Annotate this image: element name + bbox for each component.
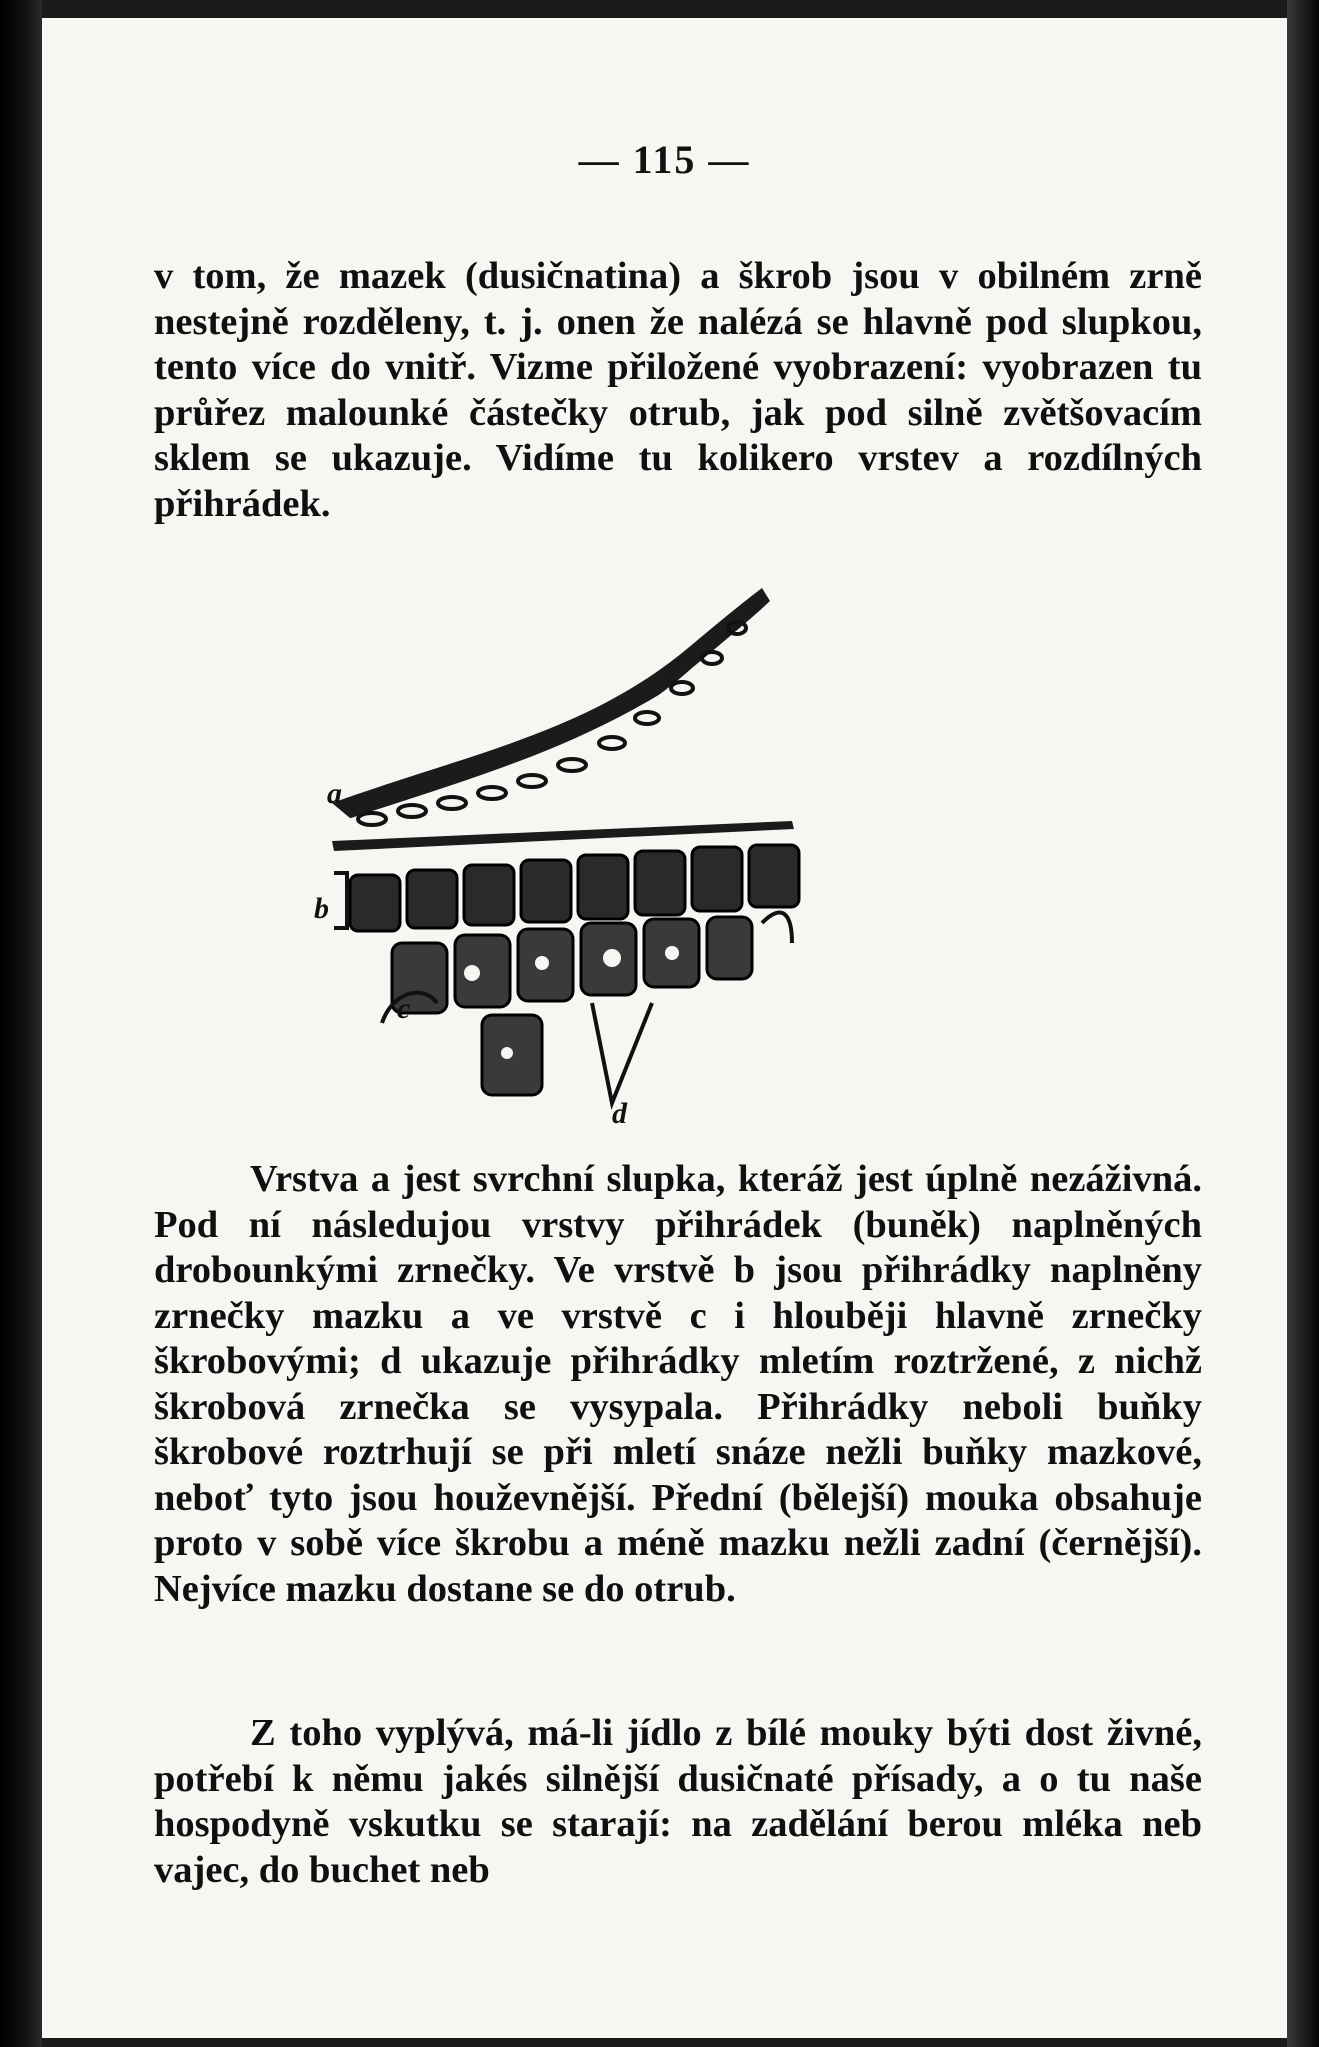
page-right-edge-shadow xyxy=(1287,0,1319,2047)
paragraph-1 xyxy=(154,254,1202,527)
bran-cross-section-figure xyxy=(314,583,1042,1130)
paragraph-1-text: v tom, že mazek (dusičnatina) a škrob jsou v obilném zrně nestejně rozděleny, t. j. onen že nalézá se hlavně pod slupkou, tento více do vnitř. Vizme přiložené vyobrazení: vyobrazen tu průřez malounké částečky otrub, jak pod silně zvětšovacím sklem se ukazuje. Vidíme tu kolikero vrstev a rozdílných přihrádek. xyxy=(154,255,1202,525)
paragraph-3 xyxy=(154,1711,1202,1893)
layer-c-cells xyxy=(392,917,752,1095)
label-d: d xyxy=(612,1097,627,1130)
page-left-edge-shadow xyxy=(0,0,42,2047)
paragraph-2 xyxy=(154,1157,1202,1612)
layer-a-husk xyxy=(332,588,794,851)
bracket-b xyxy=(334,873,347,928)
paragraph-2-text: Vrstva a jest svrchní slupka, kteráž jest úplně nezáživná. Pod ní následujou vrstvy přihrádek (buněk) naplněných drobounkými zrnečky. Ve vrstvě b jsou přihrádky naplněny zrnečky mazku a ve vrstvě c i hlouběji hlavně zrnečky škrobovými; d ukazuje přihrádky mletím roztržené, z nichž škrobová zrnečka se vysypala. Přihrádky neboli buňky škrobové roztrhují se při mletí snáze nežli buňky mazkové, neboť tyto jsou houževnější. Přední (bělejší) mouka obsahuje proto v sobě více škrobu a méně mazku nežli zadní (černější). Nejvíce mazku dostane se do otrub. xyxy=(154,1158,1202,1610)
label-a: a xyxy=(327,777,342,810)
label-c: c xyxy=(397,992,411,1025)
paragraph-3-text: Z toho vyplývá, má-li jídlo z bílé mouky býti dost živné, potřebí k němu jakés silnější dusičnaté přísady, a o tu naše hospodyně vskutku se starají: na zadělání berou mléka neb vajec, do buchet neb xyxy=(154,1712,1202,1891)
label-b: b xyxy=(314,892,329,925)
page-number-header: — 115 — xyxy=(578,137,751,182)
book-page xyxy=(42,18,1287,2038)
